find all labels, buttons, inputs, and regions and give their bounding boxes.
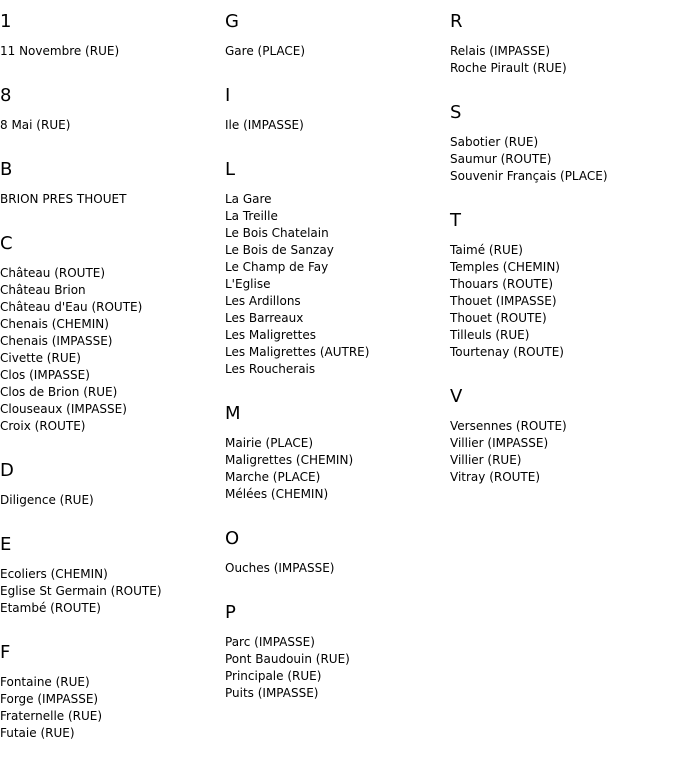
street-link[interactable]: Chenais (IMPASSE) (0, 334, 113, 348)
street-link[interactable]: Principale (RUE) (225, 669, 322, 683)
section-letter-heading: D (0, 460, 14, 481)
street-link[interactable]: Les Maligrettes (225, 328, 317, 342)
letter-section (0, 233, 225, 435)
street-link[interactable]: Vitray (ROUTE) (450, 470, 541, 484)
street-link[interactable]: Gare (PLACE) (225, 44, 306, 58)
street-list (225, 191, 450, 378)
street-link[interactable]: Temples (CHEMIN) (450, 260, 560, 274)
street-link[interactable]: Fontaine (RUE) (0, 675, 90, 689)
letter-section (0, 85, 225, 134)
street-link[interactable]: Clouseaux (IMPASSE) (0, 402, 127, 416)
street-link[interactable]: Sabotier (RUE) (450, 135, 539, 149)
street-link[interactable]: Les Maligrettes (AUTRE) (225, 345, 370, 359)
street-list (0, 674, 225, 742)
street-list (225, 560, 450, 577)
street-list (0, 43, 225, 60)
street-link[interactable]: Diligence (RUE) (0, 493, 94, 507)
street-link[interactable]: Les Barreaux (225, 311, 304, 325)
street-list (0, 117, 225, 134)
street-list (225, 435, 450, 503)
section-letter-heading: O (225, 528, 240, 549)
letter-section (0, 11, 225, 60)
street-link[interactable]: Château Brion (0, 283, 86, 297)
street-link[interactable]: Thouet (ROUTE) (450, 311, 547, 325)
letter-section (225, 159, 450, 378)
street-link[interactable]: Croix (ROUTE) (0, 419, 86, 433)
street-link[interactable]: Relais (IMPASSE) (450, 44, 551, 58)
street-list (225, 117, 450, 134)
section-letter-heading: R (450, 11, 463, 32)
street-link[interactable]: Futaie (RUE) (0, 726, 75, 740)
street-link[interactable]: Thouet (IMPASSE) (450, 294, 557, 308)
street-link[interactable]: Souvenir Français (PLACE) (450, 169, 608, 183)
letter-section (225, 528, 450, 577)
letter-section (0, 159, 225, 208)
street-link[interactable]: Chenais (CHEMIN) (0, 317, 109, 331)
street-link[interactable]: Les Roucherais (225, 362, 316, 376)
letter-section (450, 102, 675, 185)
street-link[interactable]: L'Eglise (225, 277, 271, 291)
street-link[interactable]: Versennes (ROUTE) (450, 419, 567, 433)
letter-section (225, 403, 450, 503)
street-link[interactable]: Fraternelle (RUE) (0, 709, 103, 723)
section-letter-heading: T (450, 210, 461, 231)
letter-section (450, 386, 675, 486)
street-link[interactable]: Le Bois Chatelain (225, 226, 329, 240)
index-column (0, 11, 225, 767)
letter-section (225, 602, 450, 702)
street-link[interactable]: Les Ardillons (225, 294, 301, 308)
street-list (225, 43, 450, 60)
letter-section (450, 11, 675, 77)
street-list (225, 634, 450, 702)
street-link[interactable]: Clos (IMPASSE) (0, 368, 90, 382)
index-column (225, 11, 450, 727)
street-link[interactable]: Château d'Eau (ROUTE) (0, 300, 143, 314)
section-letter-heading: C (0, 233, 13, 254)
street-link[interactable]: Marche (PLACE) (225, 470, 321, 484)
street-link[interactable]: La Gare (225, 192, 272, 206)
letter-section (225, 85, 450, 134)
section-letter-heading: L (225, 159, 236, 180)
street-link[interactable]: Civette (RUE) (0, 351, 81, 365)
street-link[interactable]: Saumur (ROUTE) (450, 152, 552, 166)
street-list (0, 492, 225, 509)
street-link[interactable]: Tilleuls (RUE) (450, 328, 530, 342)
street-link[interactable]: Château (ROUTE) (0, 266, 106, 280)
street-link[interactable]: Clos de Brion (RUE) (0, 385, 118, 399)
section-letter-heading: 1 (0, 11, 12, 32)
street-link[interactable]: Ecoliers (CHEMIN) (0, 567, 108, 581)
street-link[interactable]: Le Champ de Fay (225, 260, 329, 274)
street-list (450, 43, 675, 77)
section-letter-heading: I (225, 85, 231, 106)
street-link[interactable]: Eglise St Germain (ROUTE) (0, 584, 162, 598)
street-list (0, 191, 225, 208)
section-letter-heading: V (450, 386, 463, 407)
street-link[interactable]: Villier (RUE) (450, 453, 522, 467)
section-letter-heading: G (225, 11, 239, 32)
street-list (0, 265, 225, 435)
section-letter-heading: E (0, 534, 12, 555)
street-link[interactable]: Maligrettes (CHEMIN) (225, 453, 354, 467)
index-column (450, 11, 675, 511)
street-list (0, 566, 225, 617)
street-link[interactable]: Villier (IMPASSE) (450, 436, 549, 450)
street-link[interactable]: Ouches (IMPASSE) (225, 561, 335, 575)
street-link[interactable]: Puits (IMPASSE) (225, 686, 319, 700)
street-link[interactable]: Parc (IMPASSE) (225, 635, 315, 649)
section-letter-heading: S (450, 102, 462, 123)
section-letter-heading: 8 (0, 85, 12, 106)
letter-section (0, 534, 225, 617)
street-list (450, 418, 675, 486)
street-link[interactable]: 8 Mai (RUE) (0, 118, 71, 132)
letter-section (0, 460, 225, 509)
street-link[interactable]: Pont Baudouin (RUE) (225, 652, 350, 666)
section-letter-heading: F (0, 642, 11, 663)
street-list (450, 242, 675, 361)
street-link[interactable]: Mairie (PLACE) (225, 436, 314, 450)
street-link[interactable]: Forge (IMPASSE) (0, 692, 99, 706)
street-link[interactable]: Le Bois de Sanzay (225, 243, 334, 257)
street-link[interactable]: BRION PRES THOUET (0, 192, 127, 206)
street-link[interactable]: Thouars (ROUTE) (450, 277, 554, 291)
street-link[interactable]: Etambé (ROUTE) (0, 601, 101, 615)
street-link[interactable]: Tourtenay (ROUTE) (450, 345, 564, 359)
section-letter-heading: M (225, 403, 241, 424)
street-link[interactable]: 11 Novembre (RUE) (0, 44, 120, 58)
section-letter-heading: B (0, 159, 13, 180)
street-link[interactable]: Ile (IMPASSE) (225, 118, 304, 132)
letter-section (450, 210, 675, 361)
street-link[interactable]: Taimé (RUE) (450, 243, 523, 257)
letter-section (225, 11, 450, 60)
street-link[interactable]: Mélées (CHEMIN) (225, 487, 329, 501)
letter-section (0, 642, 225, 742)
street-list (450, 134, 675, 185)
section-letter-heading: P (225, 602, 236, 623)
street-link[interactable]: La Treille (225, 209, 278, 223)
street-link[interactable]: Roche Pirault (RUE) (450, 61, 567, 75)
